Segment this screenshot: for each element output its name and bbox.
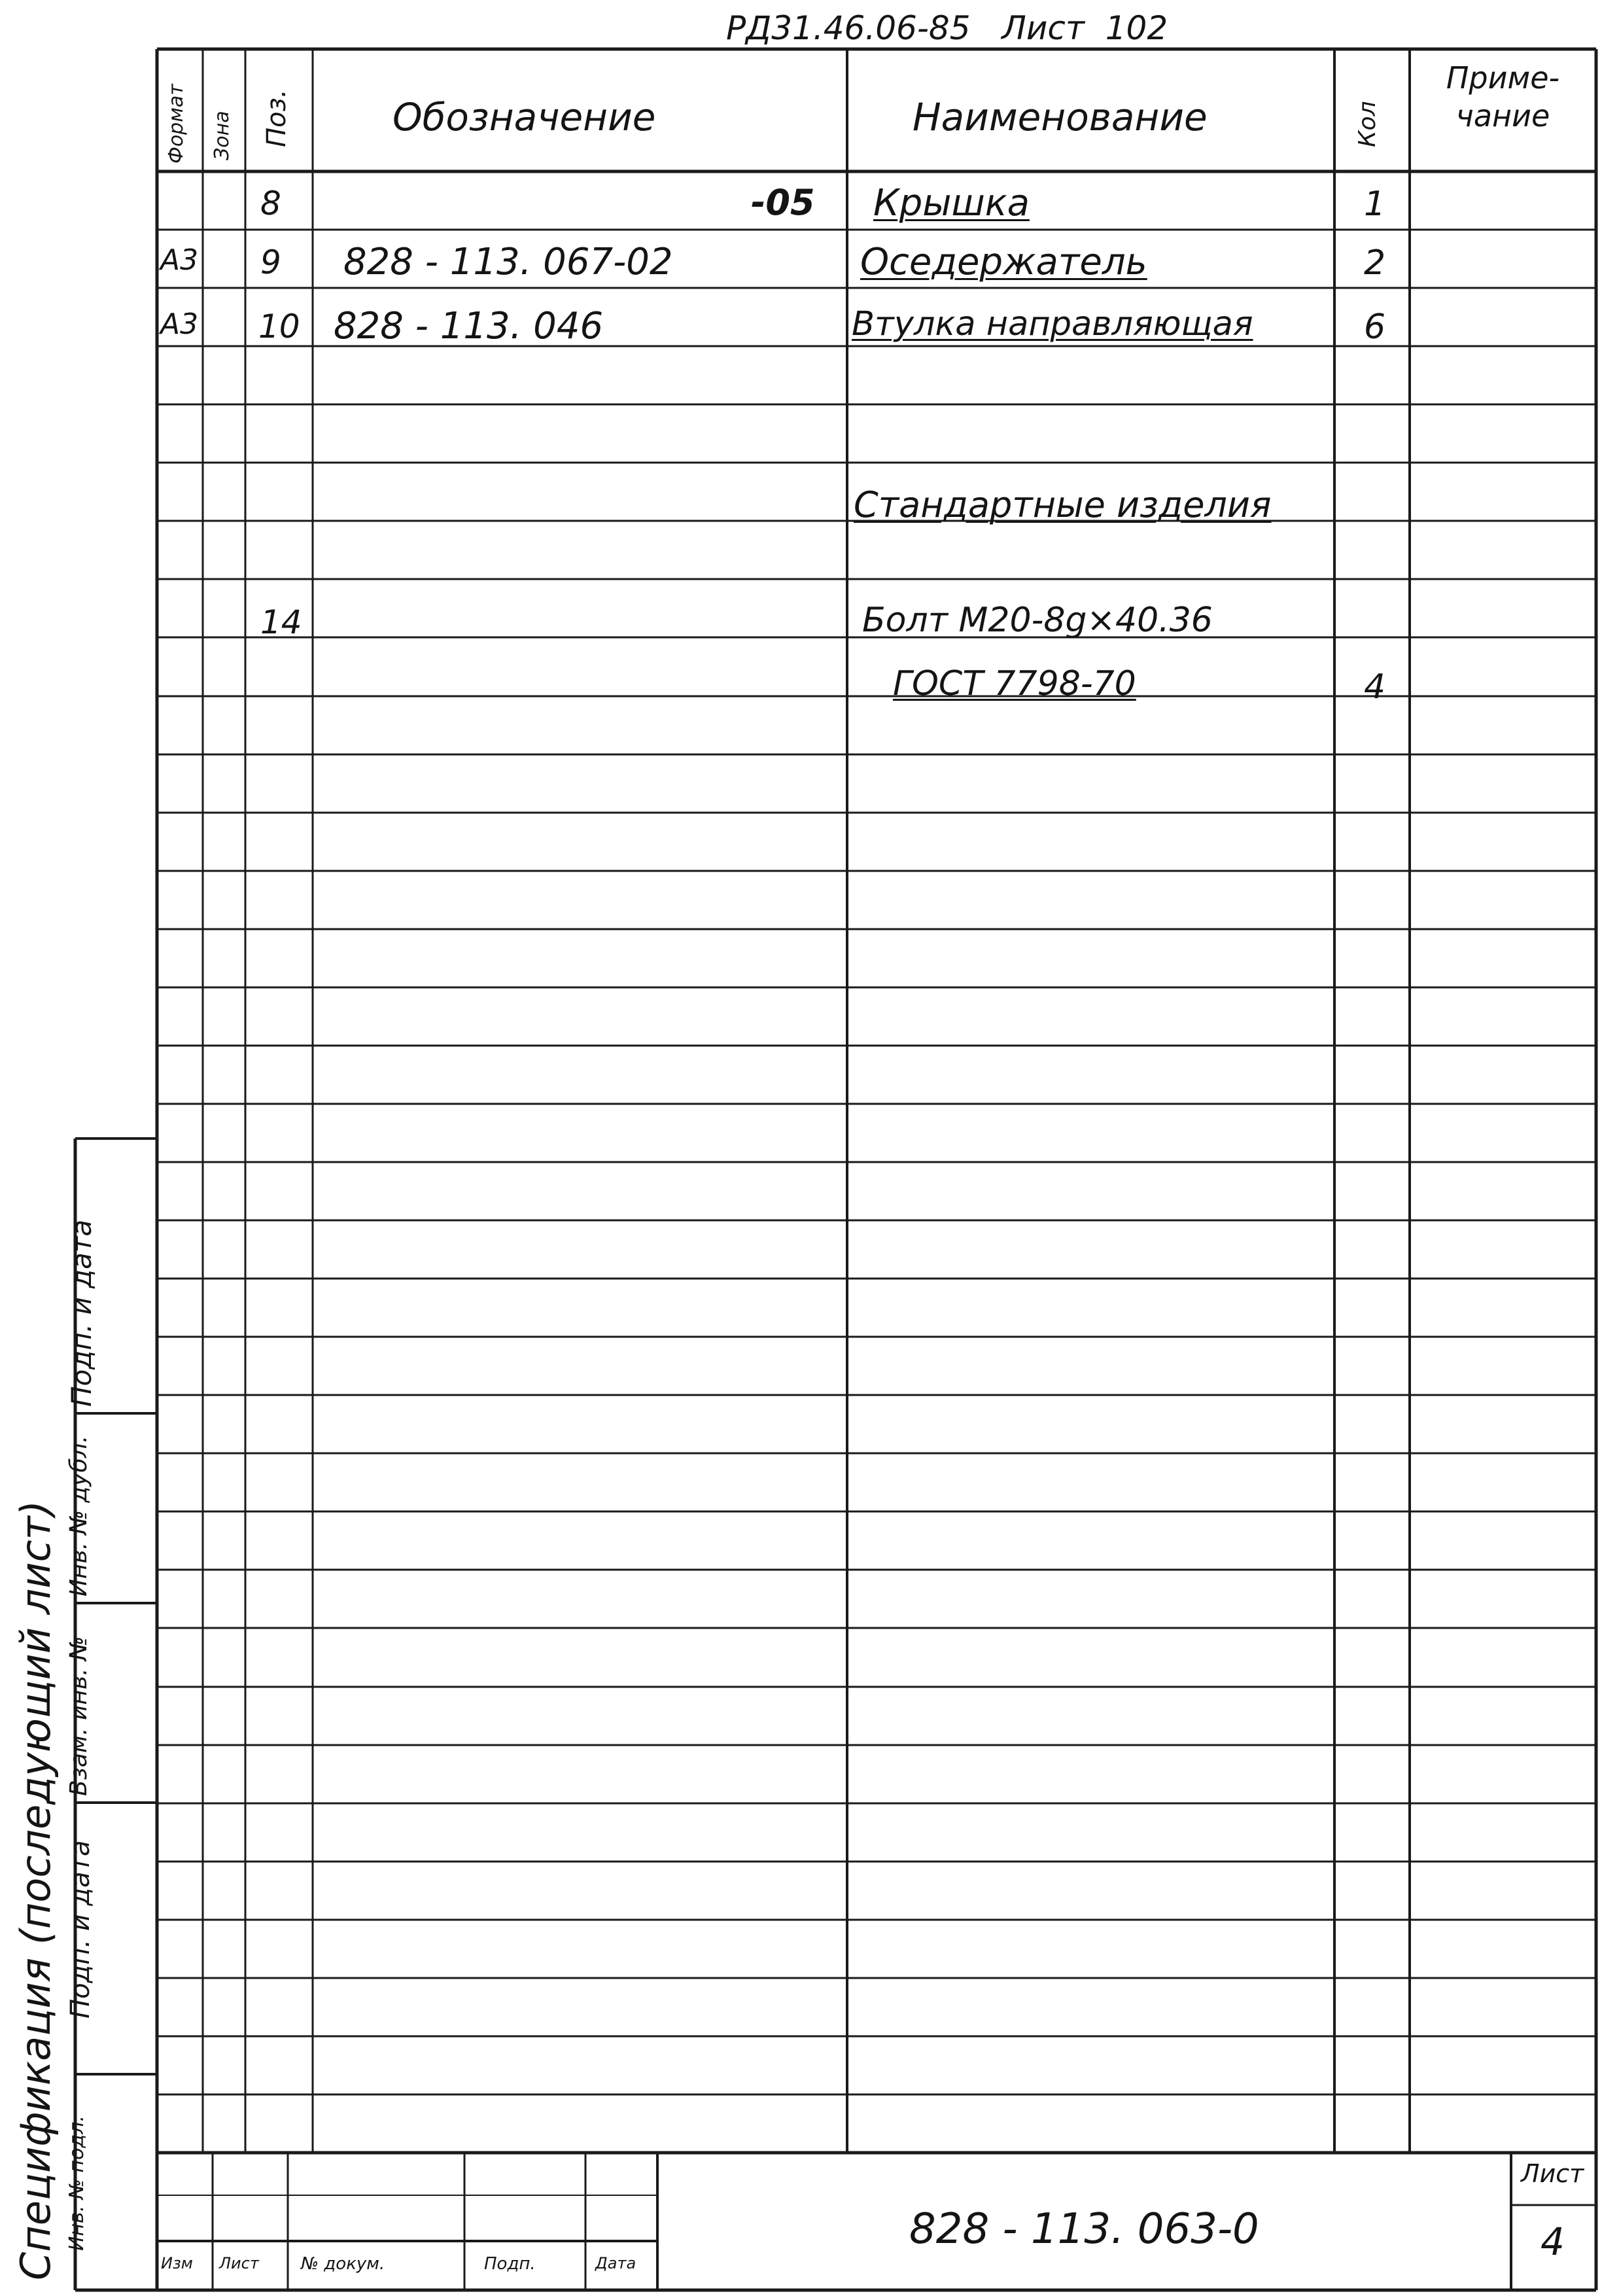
side-stamp: Инв. № подл. xyxy=(65,2115,88,2251)
row-designation: 828 - 113. 067-02 xyxy=(343,241,673,283)
col-name-header: Наименование xyxy=(913,95,1208,139)
row-name: Втулка направляющая xyxy=(852,305,1253,344)
row-qty: 2 xyxy=(1364,243,1386,283)
row-pos: 9 xyxy=(260,243,281,281)
sheet-label: Лист xyxy=(1001,9,1085,47)
tb-sheet-label: Лист xyxy=(1521,2159,1584,2188)
col-zone-header: Зона xyxy=(211,111,234,160)
row-designation: 828 - 113. 046 xyxy=(334,305,604,347)
col-format-header: Формат xyxy=(165,84,188,164)
tb-col-label: Подп. xyxy=(484,2254,536,2274)
side-stamp: Взам. инв. № xyxy=(65,1636,92,1796)
row-format: А3 xyxy=(160,243,199,277)
row-qty: 6 xyxy=(1364,308,1386,347)
doc-code: РД31.46.06-85 xyxy=(726,9,971,47)
row-qty: 1 xyxy=(1364,185,1386,224)
section-title: Стандартные изделия xyxy=(854,484,1272,525)
tb-col-label: Изм xyxy=(161,2254,193,2272)
tb-col-label: Лист xyxy=(219,2254,259,2272)
side-stamp: Подп. и дата xyxy=(65,1219,97,1407)
row-name: ГОСТ 7798-70 xyxy=(893,664,1136,703)
row-name: Болт М20-8g×40.36 xyxy=(862,601,1213,640)
col-designation-header: Обозначение xyxy=(392,95,656,139)
row-format: А3 xyxy=(160,308,199,341)
col-pos-header: Поз. xyxy=(262,89,292,147)
row-name: Оседержатель xyxy=(860,241,1147,283)
row-pos: 8 xyxy=(260,185,281,222)
col-qty-header: Кол xyxy=(1354,101,1381,147)
sheet-number: 102 xyxy=(1105,9,1168,47)
col-note-header: Приме-чание xyxy=(1446,60,1560,133)
row-qty: 4 xyxy=(1364,667,1386,707)
tb-col-label: Дата xyxy=(595,2254,636,2272)
side-stamp: Инв. № дубл. xyxy=(65,1435,92,1597)
side-stamp: Подп. и дата xyxy=(65,1840,96,2019)
row-name: Крышка xyxy=(873,182,1030,224)
row-designation: -05 xyxy=(751,182,815,223)
tb-col-label: № докум. xyxy=(301,2254,385,2274)
row-pos: 10 xyxy=(258,308,300,345)
doc-reference xyxy=(726,9,1168,47)
side-caption: Спецификация (последующий лист) xyxy=(12,1500,60,2280)
row-pos: 14 xyxy=(260,603,302,641)
tb-sheet-number: 4 xyxy=(1541,2219,1565,2264)
document-code: 828 - 113. 063-0 xyxy=(909,2205,1259,2253)
